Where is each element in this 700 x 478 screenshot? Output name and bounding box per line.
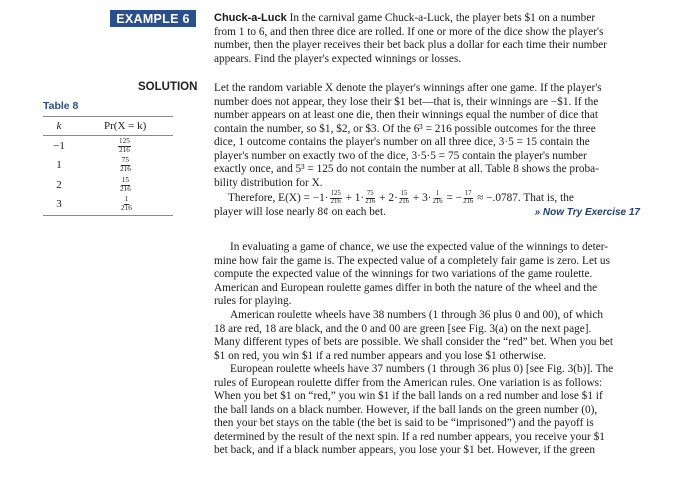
eq-fraction: $\frac{15}{216}$ xyxy=(398,190,410,206)
eq-part: + 3· xyxy=(410,192,432,205)
eq-fraction: $\frac{125}{216}$ xyxy=(330,190,341,206)
example-badge: EXAMPLE 6 xyxy=(110,10,196,27)
body-line: mine how fair the game is. The expected value of a completely fair game is zero. Let us xyxy=(214,254,610,267)
example-line: appears. Find the player's expected winnings or losses. xyxy=(214,52,462,65)
example-line: from 1 to 6, and then three dice are rolled. If one or more of the dice show the player's xyxy=(214,25,604,38)
body-paragraph-3 xyxy=(214,363,640,458)
eq-part: Therefore, E(X) = −1· xyxy=(228,192,329,205)
table-bottom-rule xyxy=(43,215,173,216)
solution-line: number does not appear, they lose their $1 bet—that is, their winnings are −$1. If the xyxy=(214,95,599,108)
table-cell-k: 2 xyxy=(56,179,62,191)
eq-fraction: $\frac{1}{216}$ xyxy=(432,190,443,206)
table-cell-prob: $\frac{15}{216}$ xyxy=(120,176,131,193)
example-statement xyxy=(214,12,640,66)
table-cell-prob: $\frac{125}{216}$ xyxy=(119,137,130,154)
table-cell-k: 1 xyxy=(56,159,62,171)
solution-line: dice, 1 outcome contains the player's number on all three dice, 3·5 = 15 contain the xyxy=(214,136,590,149)
body-line: American roulette wheels have 38 numbers (1 through 36 plus 0 and 00), of which xyxy=(230,309,604,321)
solution-line: Let the random variable X denote the player's winnings after one game. If the player's xyxy=(214,82,602,94)
eq-fraction: $\frac{17}{216}$ xyxy=(463,190,474,206)
solution-line: exactly once, and 5³ = 125 do not contain the number at all. Table 8 shows the proba- xyxy=(214,163,599,176)
body-paragraph-2 xyxy=(214,309,640,363)
body-line: determined by the result of the next spin. If a red number appears, you receive your $1 xyxy=(214,430,605,443)
body-line: When you bet $1 on “red,” you win $1 if the ball lands on a red number and lose $1 if xyxy=(214,390,603,403)
table-header-k: k xyxy=(56,120,62,132)
solution-line: player's number on exactly two of the dice, 3·5·5 = 75 contain the player's number xyxy=(214,149,587,162)
table-top-rule xyxy=(43,116,173,117)
now-try-link[interactable]: » Now Try Exercise 17 xyxy=(534,207,640,219)
body-line: rules for playing. xyxy=(214,295,292,308)
example-line: number, then the player receives their bet back plus a dollar for each time their number xyxy=(214,39,607,52)
table-header-pr: Pr(X = k) xyxy=(104,120,147,132)
solution-line: bility distribution for X. xyxy=(214,176,323,189)
eq-part: + 1· xyxy=(342,192,365,205)
body-line: the ball lands on a black number. However, if the ball lands on the green number (0), xyxy=(214,403,598,416)
body-line: rules of European roulette differ from the American rules. One variation is as follows: xyxy=(214,376,603,389)
solution-text xyxy=(214,82,640,220)
table-title: Table 8 xyxy=(43,100,79,112)
body-line: Many different types of bets are possible. We shall consider the “red” bet. When you bet xyxy=(214,336,614,349)
body-paragraph-1 xyxy=(214,241,640,309)
body-line: bet back, and if a black number appears, you lose your $1 bet. However, if the green xyxy=(214,444,595,457)
solution-line: contain the number, so $1, $2, or $3. Of the 6³ = 216 possible outcomes for the three xyxy=(214,122,596,135)
example-line: In the carnival game Chuck-a-Luck, the player bets $1 on a number xyxy=(286,12,596,24)
body-line: compute the expected value of the winnings for two variations of the game roulette. xyxy=(214,268,593,281)
eq-part: = − xyxy=(443,192,463,205)
table-cell-k: 3 xyxy=(56,198,62,210)
body-line: European roulette wheels have 37 numbers (1 through 36 plus 0) [see Fig. 3(b)]. The xyxy=(230,363,614,375)
body-line: In evaluating a game of chance, we use the expected value of the winnings to deter- xyxy=(230,241,609,253)
solution-label: SOLUTION xyxy=(138,81,198,93)
table-cell-prob: $\frac{1}{216}$ xyxy=(121,195,132,212)
table-cell-prob: $\frac{75}{216}$ xyxy=(120,156,131,173)
body-line: then your bet stays on the table (the bet is said to be “imprisoned”) and the payoff is xyxy=(214,417,594,430)
body-line: 18 are red, 18 are black, and the 0 and 00 are green [see Fig. 3(a) on the next page]. xyxy=(214,322,592,335)
eq-fraction: $\frac{75}{216}$ xyxy=(365,190,376,206)
expected-value-equation xyxy=(214,190,640,206)
body-line: $1 on red, you win $1 if a red number appears and you lose $1 otherwise. xyxy=(214,349,547,362)
table-cell-k: −1 xyxy=(53,140,65,152)
eq-part: + 2· xyxy=(376,192,398,205)
example-title: Chuck-a-Luck xyxy=(214,12,287,24)
solution-line: number appears on at least one die, then their winnings equal the number of dice that xyxy=(214,109,598,122)
table-header-rule xyxy=(43,135,173,136)
eq-part: ≈ −.0787. That is, the xyxy=(474,192,574,205)
body-line: American and European roulette games differ in both the nature of the wheel and the xyxy=(214,281,598,294)
solution-final-line: player will lose nearly 8¢ on each bet. xyxy=(214,206,386,219)
